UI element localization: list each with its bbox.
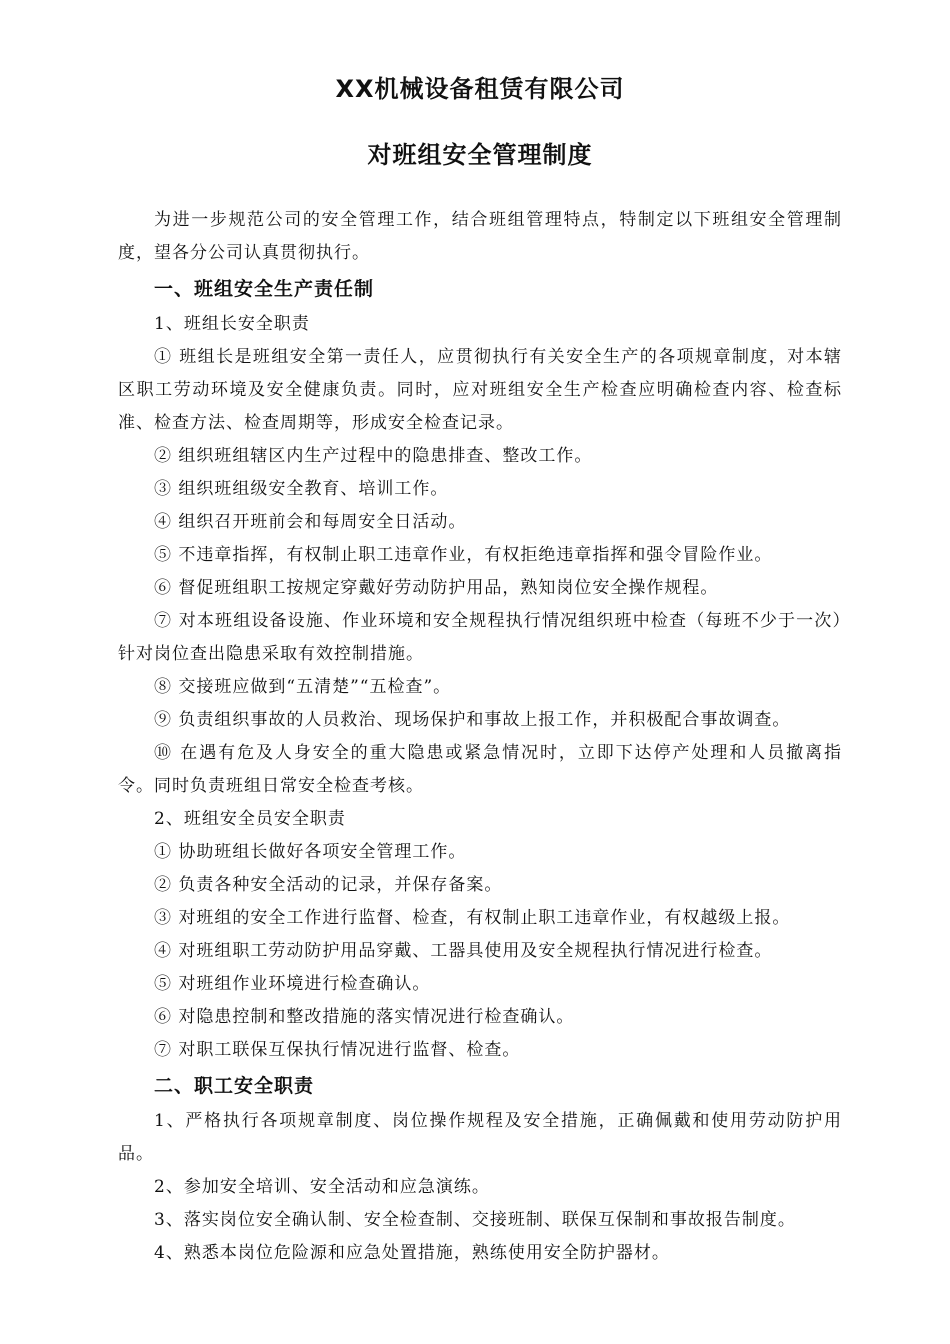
company-name: XX机械设备租赁有限公司 <box>335 75 625 103</box>
list-item: ④ 组织召开班前会和每周安全日活动。 <box>154 512 467 532</box>
list-item: ⑩ 在遇有危及人身安全的重大隐患或紧急情况时，立即下达停产处理和人员撤离指令。同时负责班组日常安全检查考核。 <box>118 743 842 796</box>
document-body <box>118 204 842 1270</box>
section-2-heading: 二、职工安全职责 <box>154 1075 315 1097</box>
list-item: 3、落实岗位安全确认制、安全检查制、交接班制、联保互保制和事故报告制度。 <box>154 1210 796 1230</box>
list-item: ⑦ 对本班组设备设施、作业环境和安全规程执行情况组织班中检查（每班不少于一次）针对岗位查出隐患采取有效控制措施。 <box>118 611 842 664</box>
document-title: 对班组安全管理制度 <box>367 141 593 169</box>
subsection-2-title: 2、班组安全员安全职责 <box>154 809 346 829</box>
list-item: ⑤ 对班组作业环境进行检查确认。 <box>154 974 431 994</box>
list-item: ⑧ 交接班应做到“五清楚”“五检查”。 <box>154 677 452 697</box>
list-item: ⑥ 督促班组职工按规定穿戴好劳动防护用品，熟知岗位安全操作规程。 <box>154 578 719 598</box>
list-item: ⑥ 对隐患控制和整改措施的落实情况进行检查确认。 <box>154 1007 575 1027</box>
list-item: ② 组织班组辖区内生产过程中的隐患排查、整改工作。 <box>154 446 593 466</box>
list-item: ③ 组织班组级安全教育、培训工作。 <box>154 479 449 499</box>
list-item: ③ 对班组的安全工作进行监督、检查，有权制止职工违章作业，有权越级上报。 <box>154 908 791 928</box>
list-item: ④ 对班组职工劳动防护用品穿戴、工器具使用及安全规程执行情况进行检查。 <box>154 941 773 961</box>
intro-paragraph: 为进一步规范公司的安全管理工作，结合班组管理特点，特制定以下班组安全管理制度，望各分公司认真贯彻执行。 <box>118 210 842 263</box>
list-item: ⑤ 不违章指挥，有权制止职工违章作业，有权拒绝违章指挥和强令冒险作业。 <box>154 545 773 565</box>
list-item: ⑦ 对职工联保互保执行情况进行监督、检查。 <box>154 1040 521 1060</box>
list-item: 1、严格执行各项规章制度、岗位操作规程及安全措施，正确佩戴和使用劳动防护用品。 <box>118 1111 842 1164</box>
list-item: ① 班组长是班组安全第一责任人，应贯彻执行有关安全生产的各项规章制度，对本辖区职工劳动环境及安全健康负责。同时，应对班组安全生产检查应明确检查内容、检查标准、检查方法、检查周期等，形成安全检查记录。 <box>118 347 842 433</box>
section-1-heading: 一、班组安全生产责任制 <box>154 278 375 300</box>
list-item: 4、熟悉本岗位危险源和应急处置措施，熟练使用安全防护器材。 <box>154 1243 670 1263</box>
list-item: 2、参加安全培训、安全活动和应急演练。 <box>154 1177 490 1197</box>
subsection-1-title: 1、班组长安全职责 <box>154 314 310 334</box>
list-item: ⑨ 负责组织事故的人员救治、现场保护和事故上报工作，并积极配合事故调查。 <box>154 710 791 730</box>
list-item: ① 协助班组长做好各项安全管理工作。 <box>154 842 467 862</box>
list-item: ② 负责各种安全活动的记录，并保存备案。 <box>154 875 503 895</box>
